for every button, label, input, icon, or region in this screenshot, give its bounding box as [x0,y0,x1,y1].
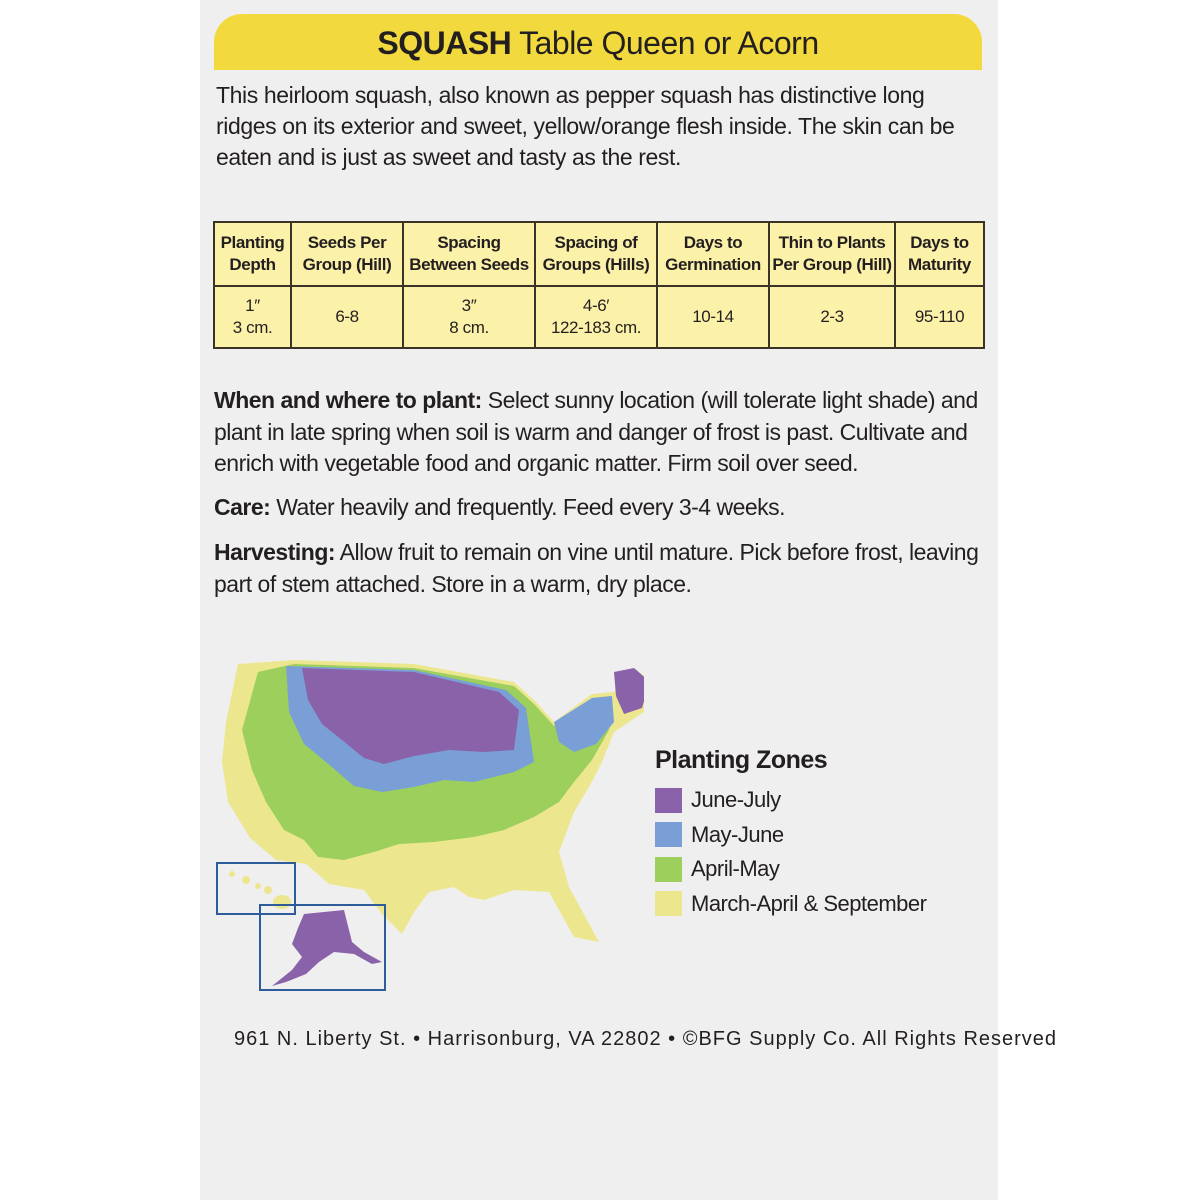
legend-label: April-May [691,856,780,882]
legend-swatch [655,788,682,813]
planting-info-table [213,221,985,349]
header-days-to-germination: Days to Germination [657,222,769,286]
value-spacing-between-seeds: 3″ 8 cm. [403,286,535,348]
value-spacing-of-groups: 4-6′ 122-183 cm. [535,286,657,348]
harvesting-section [214,537,984,600]
crop-name: SQUASH [377,25,512,61]
planting-zones-legend [655,746,926,921]
legend-swatch [655,822,682,847]
legend-title: Planting Zones [655,746,828,774]
legend-item-april-may [655,852,926,887]
legend-label: March-April & September [691,890,927,916]
header-days-to-maturity: Days to Maturity [895,222,984,286]
legend-label: June-July [691,787,781,813]
table-header-row [214,222,984,286]
value-days-to-germination: 10-14 [657,286,769,348]
care-label: Care: [214,494,271,520]
legend-item-june-july [655,783,926,818]
variety-name: Table Queen or Acorn [519,25,819,61]
legend-item-march-april-september [655,887,926,922]
legend-swatch [655,857,682,882]
header-seeds-per-group: Seeds Per Group (Hill) [291,222,403,286]
legend-item-may-june [655,818,926,853]
header-thin-to-plants: Thin to Plants Per Group (Hill) [769,222,895,286]
legend-swatch [655,891,682,916]
harvesting-label: Harvesting: [214,539,336,565]
when-where-label: When and where to plant: [214,387,482,413]
hawaii-islands [229,871,291,909]
footer-address: 961 N. Liberty St. • Harrisonburg, VA 22802 • ©BFG Supply Co. All Rights Reserved [234,1028,1058,1050]
header-spacing-between-seeds: Spacing Between Seeds [403,222,535,286]
value-thin-to-plants: 2-3 [769,286,895,348]
planting-zone-map [214,652,644,997]
when-where-text: Select sunny location (will tolerate light shade) and plant in late spring when soil is warm and danger of frost is past. Cultivate and enrich with vegetable food and organic matter. Firm soil over seed. [214,387,978,476]
header-spacing-of-groups: Spacing of Groups (Hills) [535,222,657,286]
value-days-to-maturity: 95-110 [895,286,984,348]
care-text: Water heavily and frequently. Feed every 3-4 weeks. [270,494,786,520]
value-seeds-per-group: 6-8 [291,286,403,348]
care-section [214,492,984,524]
header-planting-depth: Planting Depth [214,222,291,286]
value-planting-depth: 1″ 3 cm. [214,286,291,348]
title-banner [214,14,982,70]
intro-text: This heirloom squash, also known as pepper squash has distinctive long ridges on its exterior and sweet, yellow/orange flesh inside. The skin can be eaten and is just as sweet and tasty as the rest. [216,82,955,170]
alaska-shape [272,910,382,986]
seed-packet-back [200,0,998,1200]
harvesting-text: Allow fruit to remain on vine until mature. Pick before frost, leaving part of stem attached. Store in a warm, dry place. [214,539,979,597]
legend-label: May-June [691,821,784,847]
when-where-section [214,385,984,480]
table-row [214,286,984,348]
